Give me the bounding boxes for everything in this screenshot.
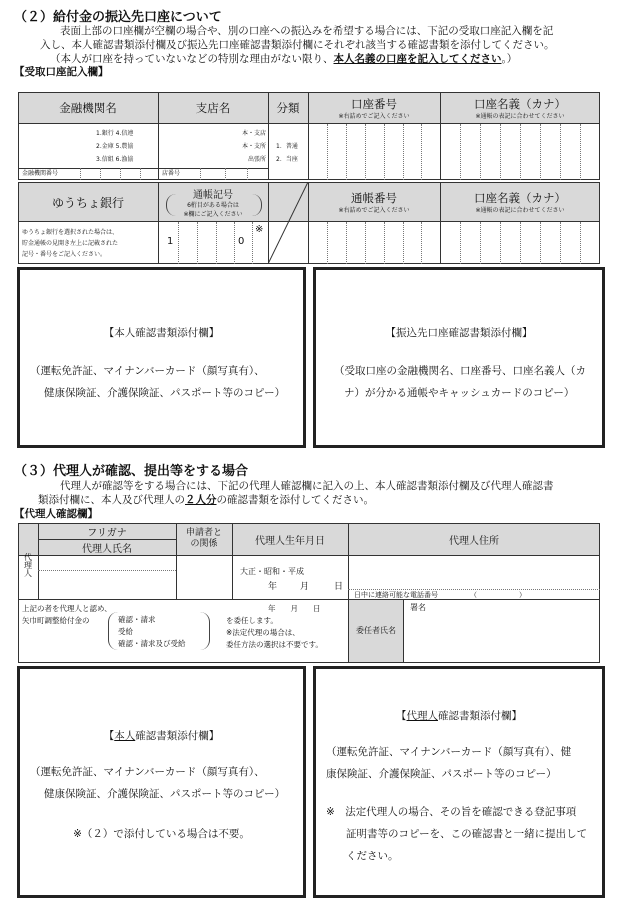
era-options: 大正・昭和・平成 — [240, 567, 304, 576]
yucho-holder-header: 口座名義（カナ） ※通帳の表記に合わせてください — [474, 190, 566, 214]
agent-table-label: 【代理人確認欄】 — [14, 508, 98, 520]
relation-header: 申請者との関係 — [185, 528, 222, 549]
address-header: 代理人住所 — [449, 535, 499, 547]
identity-doc-line1: （運転免許証、マイナンバーカード（顔写真有）、 — [30, 365, 265, 377]
identity-doc-line2: 健康保険証、介護保険証、パスポート等のコピー） — [44, 387, 286, 399]
section3-para1: 代理人が確認等をする場合には、下記の代理人確認欄に記入の上、本人確認書類添付欄及び代理人確認書 — [60, 480, 554, 492]
yucho-bank-label: ゆうちょ銀行 — [51, 195, 124, 210]
passbook-symbol-header: 通帳記号 6桁目がある場合は ※欄にご記入ください — [183, 189, 243, 218]
account-doc-title: 【振込先口座確認書類添付欄】 — [385, 327, 533, 339]
delegation-note: を委任します。 ※法定代理の場合は、 委任方法の選択は不要です。 — [226, 616, 323, 649]
identity-doc-box[interactable] — [17, 267, 306, 448]
signature-label: 署名 — [410, 603, 426, 612]
principal-doc-line2: 健康保険証、介護保険証、パスポート等のコピー） — [44, 788, 286, 800]
institution-header: 金融機関名 — [59, 101, 117, 115]
principal-doc-line1: （運転免許証、マイナンバーカード（顔写真有）、 — [30, 766, 265, 778]
account-doc-line2: ナ）が分かる通帳やキャッシュカードのコピー） — [344, 387, 575, 399]
delegation-text: 上記の者を代理人と認め、 矢巾町調整給付金の — [22, 604, 112, 625]
branch-type-list: 本・支店 本・支所 出張所 — [241, 130, 266, 163]
branch-header: 支店名 — [195, 101, 231, 115]
type-header: 分類 — [276, 101, 300, 115]
delegation-date: 年 月 日 — [268, 604, 321, 613]
account-number-header: 口座番号 ※右詰めでご記入ください — [338, 96, 410, 120]
holder-header: 口座名義（カナ） ※通帳の表記に合わせてください — [474, 96, 566, 120]
yucho-instructions: ゆうちょ銀行を選択された場合は、 貯金通帳の見開き左上に記載された 記号・番号をご記入ください。 — [22, 229, 119, 258]
dob-year: 年 — [268, 582, 278, 592]
section3-heading: （３）代理人が確認、提出等をする場合 — [14, 464, 249, 479]
dob-header: 代理人生年月日 — [255, 535, 325, 547]
account-doc-line1: （受取口座の金融機関名、口座番号、口座名義人（カ — [334, 365, 586, 377]
passbook-number-header: 通帳番号 ※右詰めでご記入ください — [338, 190, 410, 214]
institution-code-label: 金融機関番号 — [22, 170, 59, 177]
agent-doc-box[interactable] — [313, 666, 605, 898]
section3-para2: 類添付欄に、本人及び代理人の２人分の確認書類を添付してください。 — [38, 494, 374, 506]
agent-side-label: 代理人 — [23, 553, 33, 577]
symbol-digit-0: 0 — [238, 236, 245, 247]
agent-name-header: 代理人氏名 — [82, 543, 132, 555]
section2-para1: 表面上部の口座欄が空欄の場合や、別の口座への振込みを希望する場合には、下記の受取口座記入欄を記 — [60, 25, 554, 37]
section2-para2: 入し、本人確認書類添付欄及び振込先口座確認書類添付欄にそれぞれ該当する確認書類を添付してください。 — [40, 39, 555, 51]
agent-doc-title: 【代理人確認書類添付欄】 — [396, 710, 522, 722]
account-doc-box[interactable] — [313, 267, 605, 448]
section2-heading: （２）給付金の振込先口座について — [14, 10, 222, 25]
agent-doc-note1: ※ 法定代理人の場合、その旨を確認できる登記事項 — [326, 806, 577, 818]
identity-doc-title: 【本人確認書類添付欄】 — [103, 327, 220, 339]
phone-label: 日中に連絡可能な電話番号 — [354, 591, 438, 599]
section2-para3: （本人が口座を持っていないなどの特別な理由がない限り、本人名義の口座を記入してください。） — [50, 53, 518, 65]
furigana-header: フリガナ — [87, 527, 127, 539]
symbol-digit-1: 1 — [167, 236, 174, 247]
delegation-options: 確認・請求 受給 確認・請求及び受給 — [118, 615, 186, 648]
agent-doc-note3: ください。 — [346, 850, 399, 862]
phone-paren: （ ） — [470, 591, 526, 599]
dob-month: 月 — [300, 582, 310, 592]
bank-table-label: 【受取口座記入欄】 — [14, 66, 109, 78]
agent-doc-note2: 証明書等のコピーを、この確認書と一緒に提出して — [346, 828, 588, 840]
agent-doc-line2: 康保険証、介護保険証、パスポート等のコピー） — [326, 768, 557, 780]
principal-doc-box[interactable] — [17, 666, 306, 898]
principal-doc-title: 【本人確認書類添付欄】 — [103, 730, 220, 742]
institution-type-list: 1.銀行 4.信連 2.金庫 5.農協 3.信組 6.漁協 — [96, 130, 134, 163]
principal-label: 委任者氏名 — [356, 626, 396, 635]
agent-doc-line1: （運転免許証、マイナンバーカード（顔写真有）、健 — [326, 746, 572, 758]
branch-code-label: 店番号 — [162, 170, 181, 177]
account-type-list: 1．普通 2．当座 — [276, 143, 298, 163]
dob-day: 日 — [334, 582, 344, 592]
principal-doc-note: ※（２）で添付している場合は不要。 — [73, 828, 250, 840]
sixth-digit-mark: ※ — [255, 224, 264, 235]
